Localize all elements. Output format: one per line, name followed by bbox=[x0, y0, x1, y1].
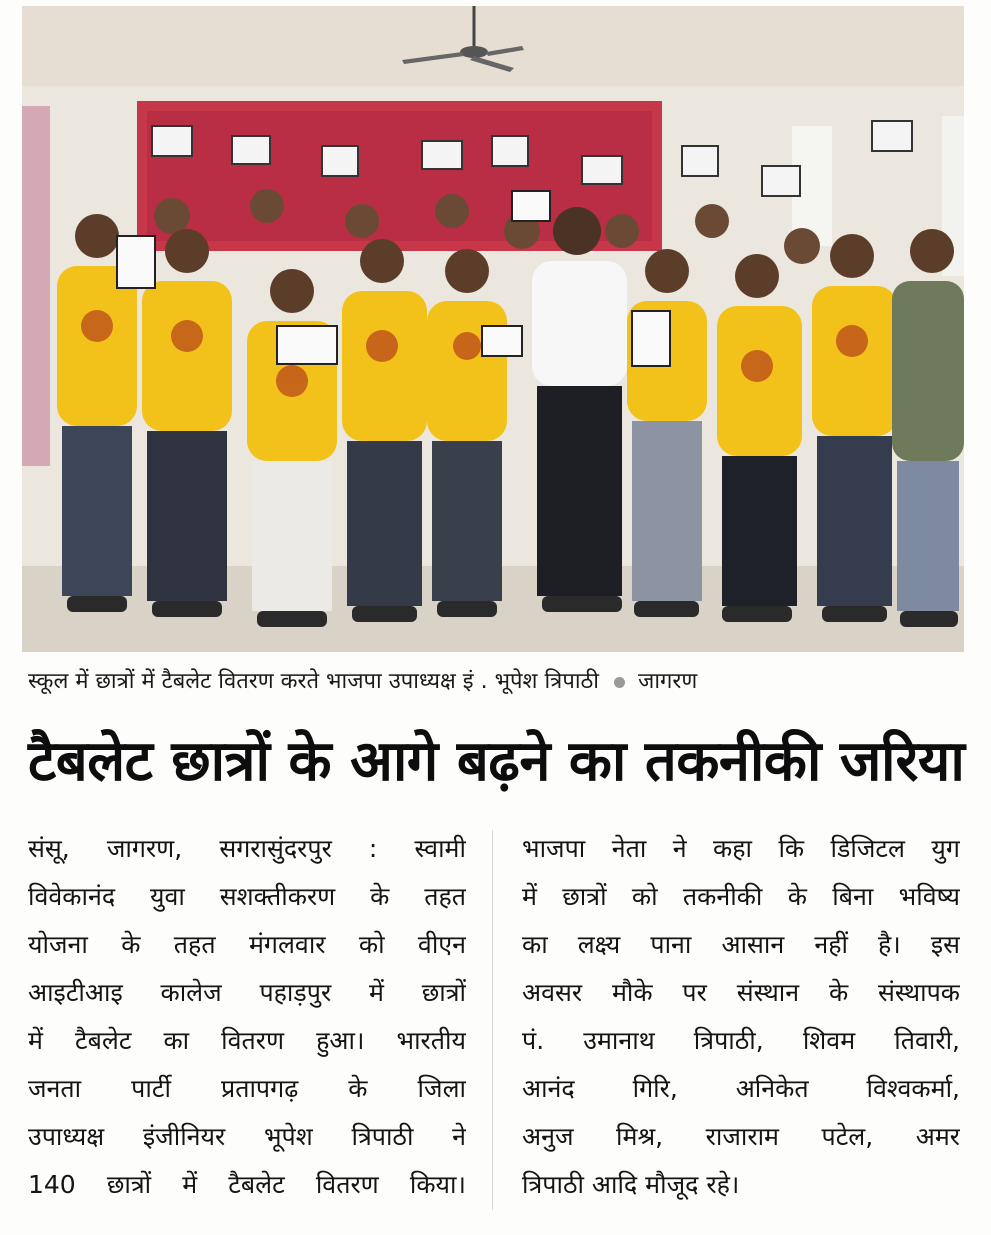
body-line: का लक्ष्य पाना आसान नहीं है। इस bbox=[522, 930, 960, 959]
body-line: अनुज मिश्र, राजाराम पटेल, अमर bbox=[522, 1122, 960, 1151]
body-line: त्रिपाठी आदि मौजूद रहे। bbox=[522, 1170, 740, 1199]
body-line: आइटीआइ कालेज पहाड़पुर में छात्रों bbox=[28, 978, 466, 1007]
body-line: आनंद गिरि, अनिकेत विश्वकर्मा, bbox=[522, 1074, 960, 1103]
body-line: जनता पार्टी प्रतापगढ़ के जिला bbox=[28, 1074, 466, 1103]
body-line: में टैबलेट का वितरण हुआ। भारतीय bbox=[28, 1026, 466, 1055]
column-divider bbox=[492, 830, 493, 1210]
body-line: अवसर मौके पर संस्थान के संस्थापक bbox=[522, 978, 960, 1007]
article-column-left bbox=[28, 825, 466, 1209]
caption-credit: जागरण bbox=[638, 669, 698, 694]
body-line: 140 छात्रों में टैबलेट वितरण किया। bbox=[28, 1170, 466, 1199]
body-line: उपाध्यक्ष इंजीनियर भूपेश त्रिपाठी ने bbox=[28, 1122, 466, 1151]
body-line: भाजपा नेता ने कहा कि डिजिटल युग bbox=[522, 834, 960, 863]
students-group-photo bbox=[22, 6, 964, 652]
body-line: संसू, जागरण, सगरासुंदरपुर : स्वामी bbox=[28, 834, 466, 863]
photo-caption bbox=[28, 662, 958, 702]
caption-bullet-icon bbox=[614, 677, 625, 688]
body-line: में छात्रों को तकनीकी के बिना भविष्य bbox=[522, 882, 960, 911]
caption-text: स्कूल में छात्रों में टैबलेट वितरण करते भाजपा उपाध्यक्ष इं . भूपेश त्रिपाठी bbox=[28, 669, 599, 694]
body-line: योजना के तहत मंगलवार को वीएन bbox=[28, 930, 466, 959]
article-column-right bbox=[522, 825, 960, 1209]
body-line: विवेकानंद युवा सशक्तीकरण के तहत bbox=[28, 882, 466, 911]
article-headline: टैबलेट छात्रों के आगे बढ़ने का तकनीकी जरिया bbox=[28, 729, 965, 794]
news-photo bbox=[22, 6, 964, 652]
body-line: पं. उमानाथ त्रिपाठी, शिवम तिवारी, bbox=[522, 1026, 960, 1055]
